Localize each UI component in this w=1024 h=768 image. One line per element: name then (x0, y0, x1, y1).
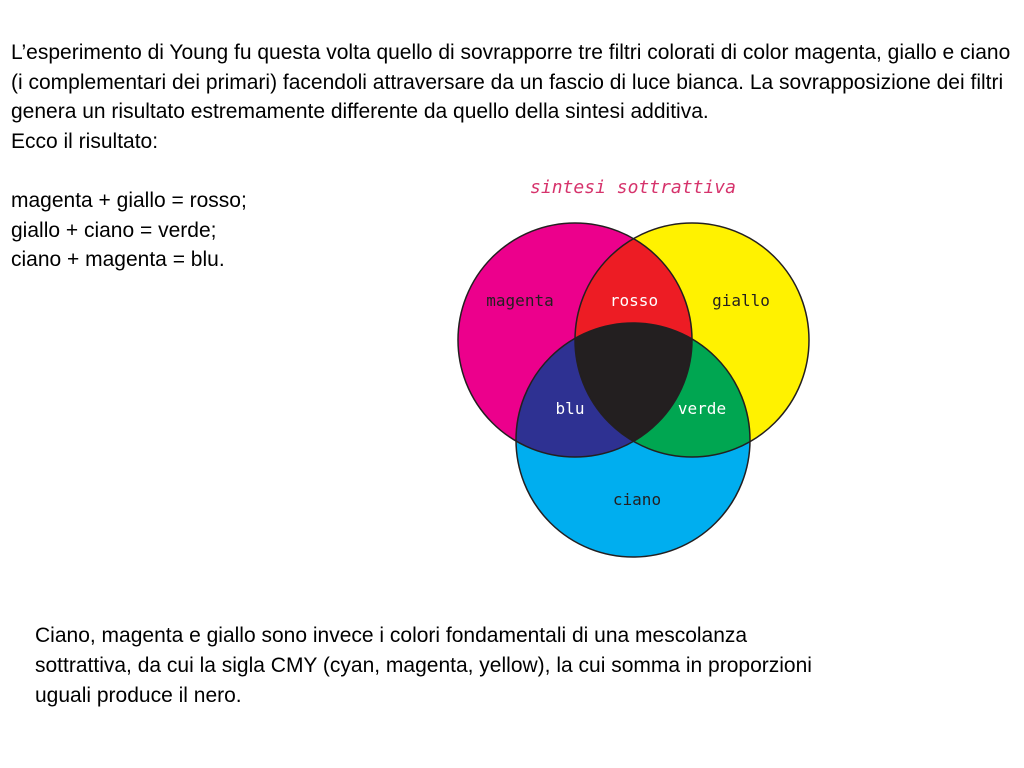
blu-label: blu (555, 399, 585, 418)
magenta-label: magenta (486, 291, 554, 310)
result-heading: Ecco il risultato: (11, 129, 159, 153)
verde-label: verde (677, 399, 727, 418)
mix-item-rosso: magenta + giallo = rosso; (11, 189, 247, 212)
subtractive-synthesis-diagram (440, 165, 830, 565)
intro-paragraph: L’esperimento di Young fu questa volta quello di sovrapporre tre filtri colorati di color magenta, giallo e ciano (i complementari dei primari) facendoli attraversare da un fascio di luce bianca. La sovrapposizione dei filtri genera un risultato estremamente differente da quello della sintesi additiva. (11, 41, 1011, 123)
mix-item-verde: giallo + ciano = verde; (11, 218, 217, 242)
ciano-label: ciano (612, 490, 662, 509)
giallo-label: giallo (712, 291, 770, 310)
conclusion-paragraph: Ciano, magenta e giallo sono invece i colori fondamentali di una mescolanza sottrattiva, da cui la sigla CMY (cyan, magenta, yellow), la cui somma in proporzioni uguali produce il nero. (35, 624, 812, 707)
mix-item-blu: ciano + magenta = blu. (11, 248, 225, 271)
diagram-title: sintesi sottrattiva (530, 177, 736, 198)
rosso-label: rosso (609, 291, 659, 310)
venn-diagram-svg (440, 165, 830, 565)
